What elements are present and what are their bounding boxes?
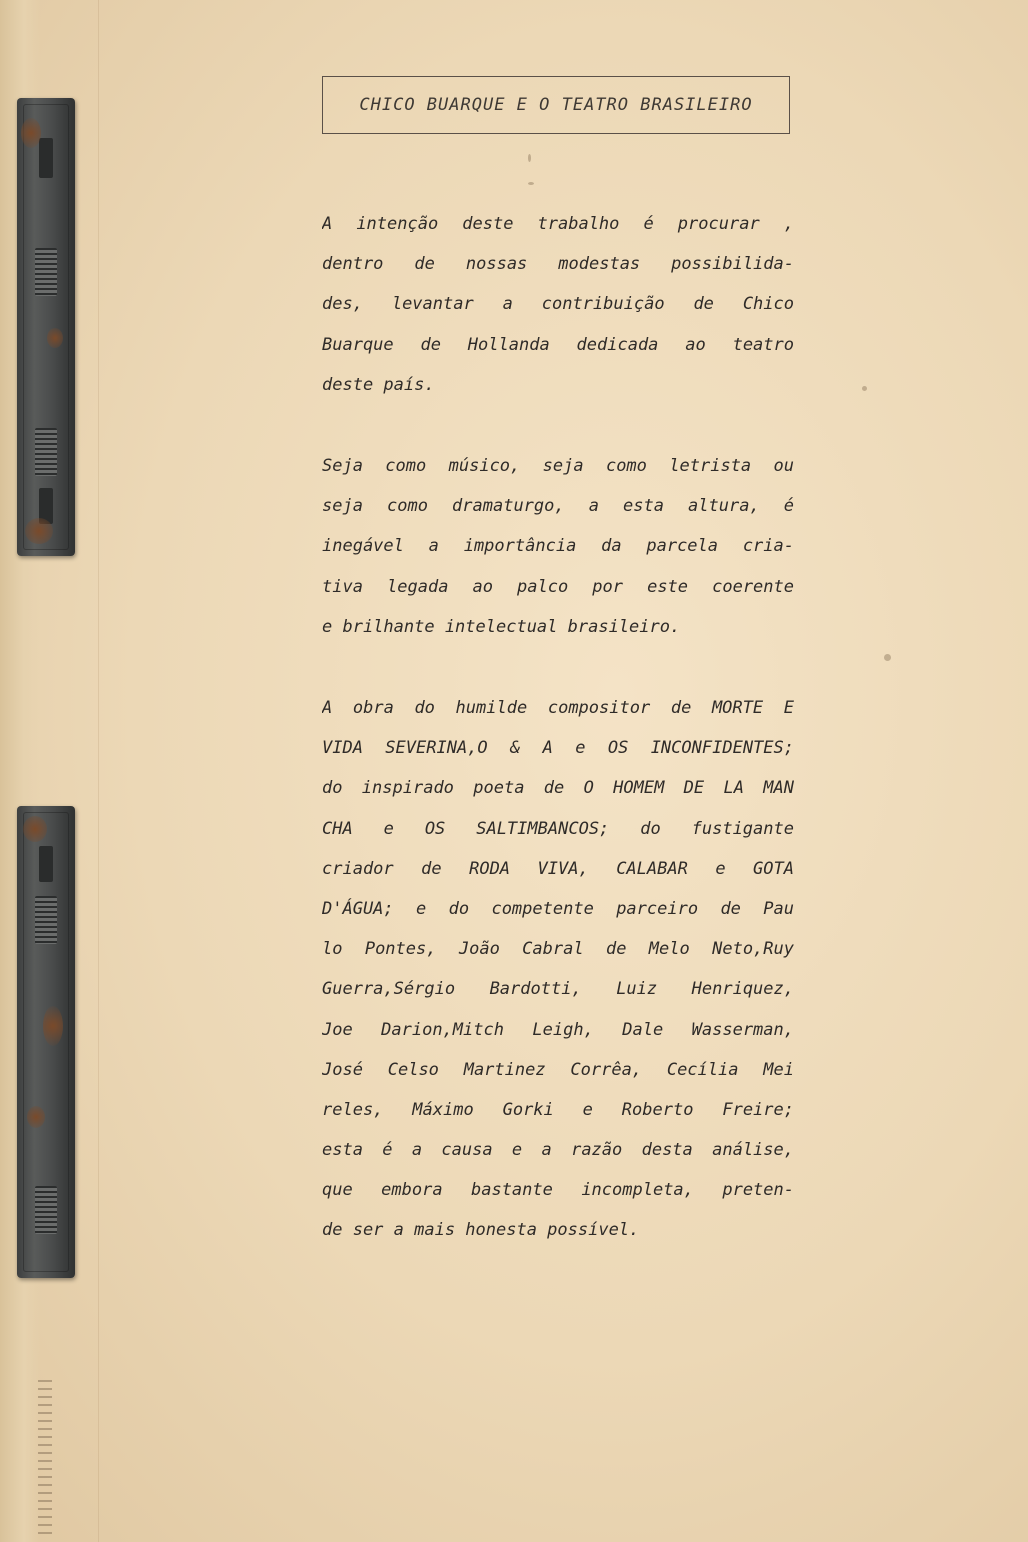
title-box xyxy=(322,76,790,134)
clip-grip xyxy=(35,428,57,476)
text-line: VIDA SEVERINA,O & A e OS INCONFIDENTES; xyxy=(322,738,794,759)
clip-grip xyxy=(35,896,57,944)
text-line: dentro de nossas modestas possibilida- xyxy=(322,254,794,275)
rust-spot xyxy=(43,1006,63,1046)
document-title: CHICO BUARQUE E O TEATRO BRASILEIRO xyxy=(359,95,753,115)
text-line: que embora bastante incompleta, preten- xyxy=(322,1180,794,1201)
rust-spot xyxy=(47,328,63,348)
binder-clip-top xyxy=(17,98,75,556)
paper-speck xyxy=(528,154,531,162)
binder-clip-bottom xyxy=(17,806,75,1278)
text-line: inegável a importância da parcela cria- xyxy=(322,536,794,557)
text-line: José Celso Martinez Corrêa, Cecília Mei xyxy=(322,1059,794,1080)
text-line: lo Pontes, João Cabral de Melo Neto,Ruy xyxy=(322,939,794,960)
text-line: A obra do humilde compositor de MORTE E xyxy=(322,698,794,718)
text-line: D'ÁGUA; e do competente parceiro de Pau xyxy=(322,898,794,919)
paragraph-intro xyxy=(322,204,794,405)
text-line: seja como dramaturgo, a esta altura, é xyxy=(322,496,794,517)
text-line: criador de RODA VIVA, CALABAR e GOTA xyxy=(322,858,794,879)
text-line: des, levantar a contribuição de Chico xyxy=(322,294,794,315)
clip-grip xyxy=(35,1186,57,1234)
clip-prong xyxy=(39,138,53,178)
text-line: deste país. xyxy=(322,374,435,395)
binding-perforations xyxy=(38,1380,52,1540)
text-line: Guerra,Sérgio Bardotti, Luiz Henriquez, xyxy=(322,979,794,1000)
rust-spot xyxy=(27,1106,45,1128)
text-line: Seja como músico, seja como letrista ou xyxy=(322,456,794,476)
clip-grip xyxy=(35,248,57,296)
text-line: CHA e OS SALTIMBANCOS; do fustigante xyxy=(322,818,794,839)
text-line: esta é a causa e a razão desta análise, xyxy=(322,1140,794,1161)
clip-prong xyxy=(39,846,53,882)
text-line: e brilhante intelectual brasileiro. xyxy=(322,616,681,637)
text-line: reles, Máximo Gorki e Roberto Freire; xyxy=(322,1099,794,1120)
rust-spot xyxy=(21,118,41,148)
rust-spot xyxy=(25,518,53,544)
text-line: de ser a mais honesta possível. xyxy=(322,1220,640,1241)
paper-speck xyxy=(884,654,891,661)
text-line: do inspirado poeta de O HOMEM DE LA MAN xyxy=(322,778,794,799)
binding-fold xyxy=(98,0,99,1542)
text-line: tiva legada ao palco por este coerente xyxy=(322,576,794,597)
text-line: A intenção deste trabalho é procurar , xyxy=(322,214,794,234)
text-line: Buarque de Hollanda dedicada ao teatro xyxy=(322,334,794,355)
text-line: Joe Darion,Mitch Leigh, Dale Wasserman, xyxy=(322,1019,794,1040)
rust-spot xyxy=(23,816,47,842)
paragraph-role xyxy=(322,446,794,647)
paper-speck xyxy=(862,386,867,391)
paper-speck xyxy=(528,182,534,185)
paragraph-works xyxy=(322,688,794,1251)
